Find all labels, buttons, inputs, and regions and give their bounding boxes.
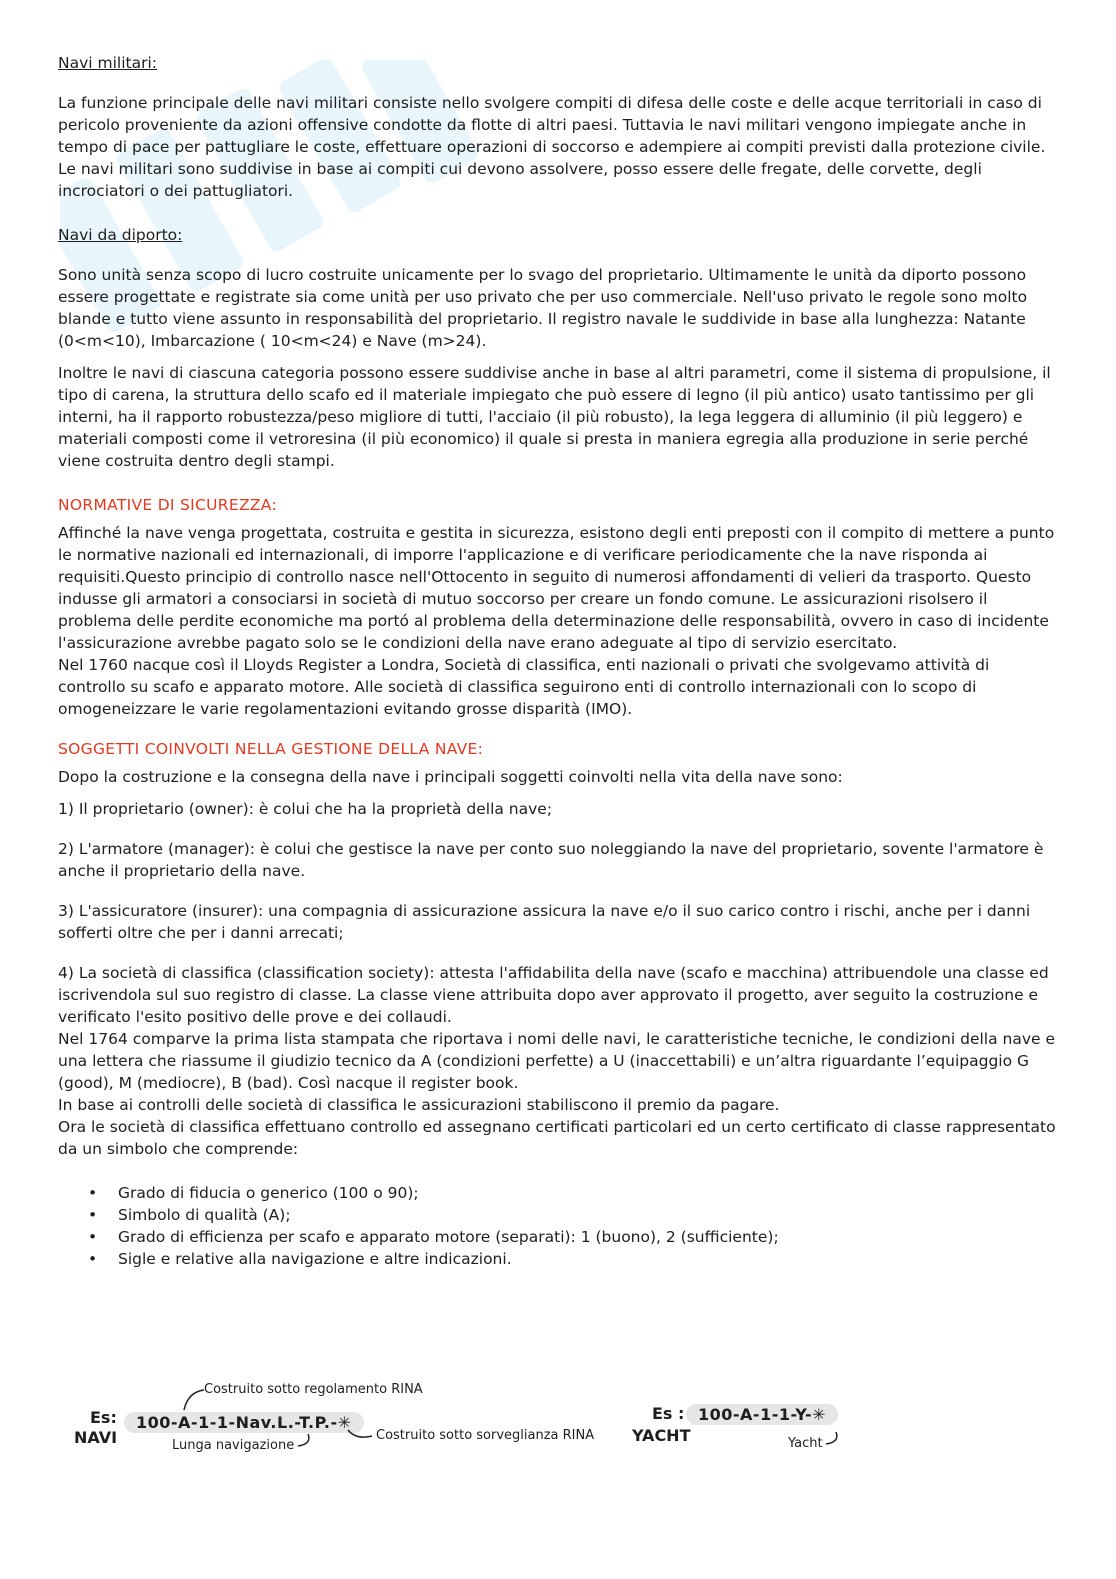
heading-soggetti: SOGGETTI COINVOLTI NELLA GESTIONE DELLA NAVE: [58, 740, 484, 758]
document-page [58, 52, 1058, 1270]
paragraph-certificati: Ora le società di classifica effettuano controllo ed assegnano certificati particolari ed un certo certificato di classe rappresentato da un simbolo che comprende: [58, 1118, 1056, 1158]
paragraph-navi-militari: La funzione principale delle navi militari consiste nello svolgere compiti di difesa delle coste e delle acque territoriali in caso di pericolo proveniente da azioni offensive condotte da flotte di altri paesi. Tuttavia le navi militari vengono impiegate anche in tempo di pace per pattugliare le coste, effettuare operazioni di soccorso e adempiere ai compiti previsti dalla protezione civile. Le navi militari sono suddivise in base ai compiti cui devono assolvere, posso essere delle fregate, delle corvette, degli incrociatori o dei pattugliatori. [58, 94, 1046, 200]
example-navi-type-label: NAVI [74, 1428, 118, 1447]
paragraph-soggetti-intro: Dopo la costruzione e la consegna della nave i principali soggetti coinvolti nella vita della nave sono: [58, 768, 843, 786]
example-navi-note-sorveglianza: Costruito sotto sorveglianza RINA [376, 1428, 595, 1443]
class-symbol-examples [72, 1380, 972, 1460]
list-item-manager: 2) L'armatore (manager): è colui che gestisce la nave per conto suo noleggiando la nave del proprietario, sovente l'armatore è anche il proprietario della nave. [58, 840, 1044, 880]
example-yacht-code: 100-A-1-1-Y-✳ [686, 1404, 838, 1425]
paragraph-premio: In base ai controlli delle società di classifica le assicurazioni stabiliscono il premio da pagare. [58, 1096, 780, 1114]
paragraph-normative-2: Nel 1760 nacque così il Lloyds Register a Londra, Società di classifica, enti nazionali o privati che svolgevamo attività di controllo su scafo e apparato motore. Alle società di classifica seguirono enti di controllo internazionali con lo scopo di omogeneizzare le varie regolamentazioni evitando grosse disparità (IMO). [58, 656, 990, 718]
list-item: • Sigle e relative alla navigazione e altre indicazioni. [118, 1248, 1058, 1270]
list-item: • Grado di efficienza per scafo e apparato motore (separati): 1 (buono), 2 (sufficiente); [118, 1226, 1058, 1248]
heading-normative: NORMATIVE DI SICUREZZA: [58, 496, 277, 514]
example-yacht-es-label: Es : [652, 1404, 685, 1423]
example-navi-note-lunga-navigazione: Lunga navigazione [172, 1438, 295, 1453]
list-item-classification-society: 4) La società di classifica (classification society): attesta l'affidabilita della nave (scafo e macchina) attribuendole una classe ed iscrivendola sul suo registro di classe. La classe viene attribuita dopo aver approvato il progetto, aver seguito la costruzione e verificato l'esito positivo delle prove e dei collaudi. [58, 964, 1049, 1026]
example-annotation-arrows [72, 1380, 972, 1460]
example-navi-code: 100-A-1-1-Nav.L.-T.P.-✳ [124, 1412, 364, 1433]
heading-navi-militari: Navi militari: [58, 54, 157, 72]
paragraph-diporto-1: Sono unità senza scopo di lucro costruite unicamente per lo svago del proprietario. Ultimamente le unità da diporto possono essere progettate e registrate sia come unità per uso privato che per uso commerciale. Nell'uso privato le regole sono molto blande e tutto viene assunto in responsabilità del proprietario. Il registro navale le suddivide in base alla lunghezza: Natante (0<m<10), Imbarcazione ( 10<m<24) e Nave (m>24). [58, 266, 1028, 350]
paragraph-register-book: Nel 1764 comparve la prima lista stampata che riportava i nomi delle navi, le caratteristiche tecniche, le condizioni della nave e una lettera che riassume il giudizio tecnico da A (condizioni perfette) a U (inaccettabili) e un’altra riguardante l’equipaggio G (good), M (mediocre), B (bad). Così nacque il register book. [58, 1030, 1056, 1092]
symbol-components-list [58, 1182, 1058, 1270]
example-navi-es-label: Es: [90, 1408, 117, 1427]
example-navi-note-regolamento: Costruito sotto regolamento RINA [204, 1382, 423, 1397]
paragraph-diporto-2: Inoltre le navi di ciascuna categoria possono essere suddivise anche in base al altri parametri, come il sistema di propulsione, il tipo di carena, la struttura dello scafo ed il materiale impiegato che può essere di legno (il più antico) usato tantissimo per gli interni, ha il rapporto robustezza/peso migliore di tutti, l'acciaio (il più robusto), la lega leggera di alluminio (il più leggero) e materiali composti come il vetroresina (il più economico) il quale si presta in maniera egregia alla produzione in serie perché viene costruita dentro degli stampi. [58, 364, 1051, 470]
list-item-insurer: 3) L'assicuratore (insurer): una compagnia di assicurazione assicura la nave e/o il suo carico contro i rischi, anche per i danni sofferti oltre che per i danni arrecati; [58, 902, 1031, 942]
paragraph-normative-1: Affinché la nave venga progettata, costruita e gestita in sicurezza, esistono degli enti preposti con il compito di mettere a punto le normative nazionali ed internazionali, di imporre l'applicazione e di verificare periodicamente che la nave risponda ai requisiti.Questo principio di controllo nasce nell'Ottocento in seguito di numerosi affondamenti di velieri da trasporto. Questo indusse gli armatori a consociarsi in società di mutuo soccorso per creare un fondo comune. Le assicurazioni risolsero il problema delle perdite economiche ma portó al problema della determinazione delle responsabilità, ovvero in caso di incidente l'assicurazione avrebbe pagato solo se le condizioni della nave erano adeguate al tipo di servizio esercitato. [58, 524, 1055, 652]
list-item-owner: 1) Il proprietario (owner): è colui che ha la proprietà della nave; [58, 800, 553, 818]
example-yacht-type-label: YACHT [632, 1426, 691, 1445]
list-item: • Simbolo di qualità (A); [118, 1204, 1058, 1226]
list-item: • Grado di fiducia o generico (100 o 90); [118, 1182, 1058, 1204]
example-yacht-note: Yacht [788, 1436, 823, 1451]
heading-navi-diporto: Navi da diporto: [58, 226, 183, 244]
